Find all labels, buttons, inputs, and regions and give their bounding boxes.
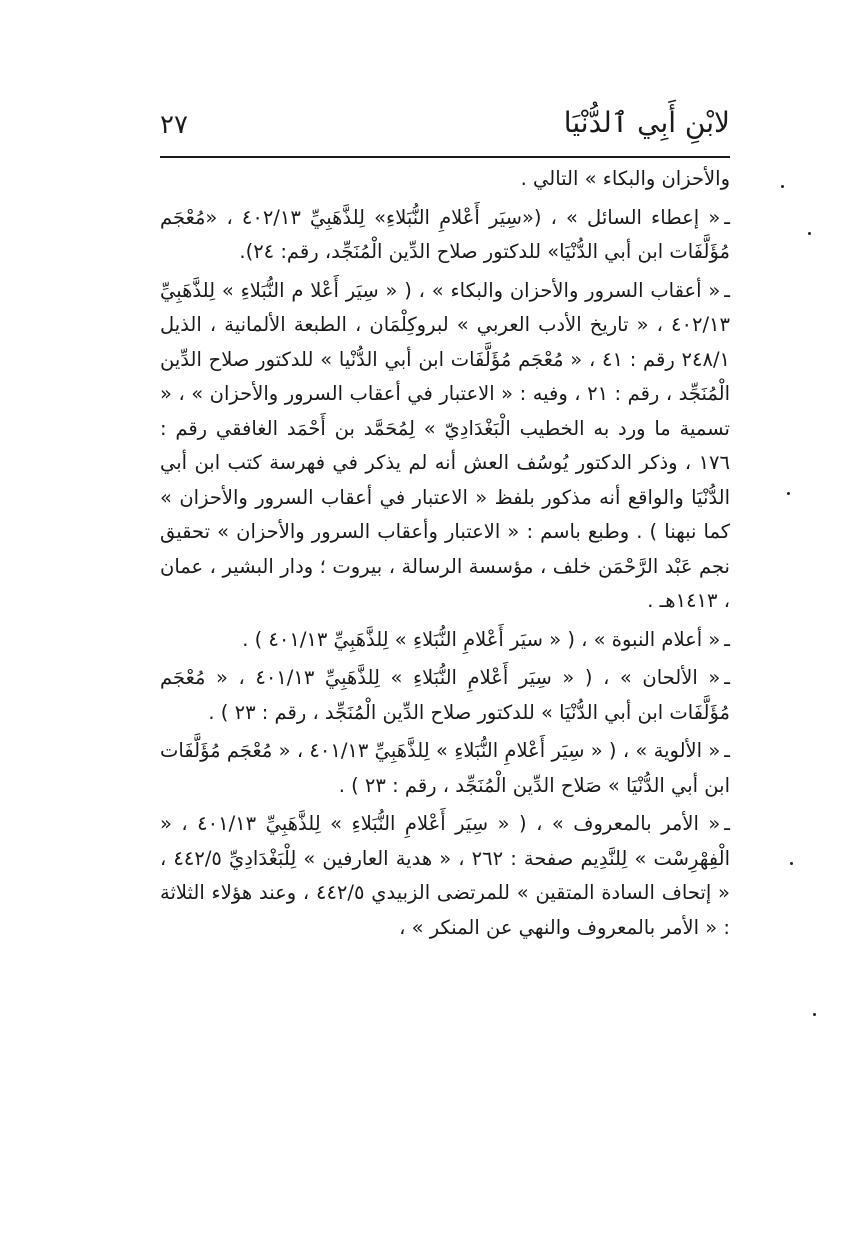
bibliography-entry — [160, 807, 730, 945]
body-text — [160, 162, 730, 945]
scan-speck — [813, 1013, 816, 1016]
bibliography-entry — [160, 201, 730, 270]
header-rule — [160, 156, 730, 158]
entry-text: « الألوية » ، ( « سِيَر أَعْلامِ النُّبَلاءِ » لِلذَّهَبِيِّ ٤٠١/١٣ ، « مُعْجَم مُؤَلَّفَات ابن أبي الدُّنْيَا » صَلاح الدِّين الْمُنَجِّد ، رقم : ٢٣ ) . — [160, 739, 730, 797]
entry-bullet: ـ — [724, 812, 730, 835]
entry-text: « إعطاء السائل » ، («سِيَر أَعْلامِ النُّبَلاءِ» لِلذَّهَبِيِّ ٤٠٢/١٣ ، «مُعْجَم مُؤَلَّفَات ابن أبي الدُّنْيَا» للدكتور صلاح الدِّين الْمُنَجِّد، رقم: ٢٤). — [160, 205, 730, 263]
entry-bullet: ـ — [724, 278, 730, 302]
entry-text: « أعلام النبوة » ، ( « سيَر أَعْلامِ النُّبَلاءِ » لِلذَّهَبِيِّ ٤٠١/١٣ ) . — [242, 627, 721, 651]
scan-speck — [790, 862, 793, 865]
scan-speck — [781, 185, 784, 188]
entry-bullet: ـ — [724, 627, 730, 651]
scan-speck — [808, 232, 811, 235]
bibliography-entry — [160, 623, 730, 658]
continuation-line: والأحزان والبكاء » التالي . — [520, 167, 730, 190]
entry-text: « أعقاب السرور والأحزان والبكاء » ، ( « سِيَر أَعْلا م النُّبَلاءِ » لِلذَّهَبِيِّ ٤٠٢/١٣ ، « تاريخ الأدب العربي » لبروكِلْمَان ، الطبعة الألمانية ، الذيل ٢٤٨/١ رقم : ٤١ ، « مُعْجَم مُؤَلَّفَات ابن أبي الدُّنْيا » للدكتور صلاح الدِّين الْمُنَجِّد ، رقم : ٢١ ، وفيه : « الاعتبار في أعقاب السرور والأحزان » ، « تسمية ما ورد به الخطيب الْبَغْدَادِيّ » لِمُحَمَّد بن أَحْمَد الغافقي رقم : ١٧٦ ، وذكر الدكتور يُوسُف العش أنه لم يذكر في فهرسة كتب ابن أبي الدُّنْيَا والواقع أنه مذكور بلفظ « الاعتبار في أعقاب السرور والأحزان » كما نبهنا ) . وطبع باسم : « الاعتبار وأعقاب السرور والأحزان » تحقيق نجم عَبْد الرَّحْمَن خلف ، مؤسسة الرسالة ، بيروت ؛ ودار البشير ، عمان ، ١٤١٣هـ . — [160, 278, 731, 612]
entry-bullet: ـ — [724, 666, 730, 689]
entry-bullet: ـ — [724, 205, 730, 229]
entry-bullet: ـ — [724, 739, 730, 762]
running-title: لابْنِ أَبِي ٱلدُّنْيَا — [563, 106, 730, 139]
entry-text: « الأمر بالمعروف » ، ( « سِيَر أَعْلامِ النُّبَلاءِ » لِلذَّهَبِيِّ ٤٠١/١٣ ، « الْفِهْرِسْت » لِلنَّدِيم صفحة : ٢٦٢ ، « هدية العارفين » لِلْبَغْدَادِيِّ ٤٤٢/٥ ، « إتحاف السادة المتقين » للمرتضى الزبيدي ٤٤٢/٥ ، وعند هؤلاء الثلاثة : « الأمر بالمعروف والنهي عن المنكر » ، — [160, 812, 730, 939]
bibliography-entry — [160, 661, 730, 730]
bibliography-entry — [160, 274, 730, 619]
running-header — [160, 100, 730, 152]
bibliography-entry — [160, 734, 730, 803]
scan-speck — [787, 492, 790, 495]
entry-text: « الألحان » ، ( « سِيَر أَعْلامِ النُّبَلاءِ » لِلذَّهَبِيِّ ٤٠١/١٣ ، « مُعْجَم مُؤَلَّفَات ابن أبي الدُّنْيَا » للدكتور صلاح الدِّين الْمُنَجِّد ، رقم : ٢٣ ) . — [160, 666, 730, 724]
page-number: ٢٧ — [160, 110, 188, 140]
